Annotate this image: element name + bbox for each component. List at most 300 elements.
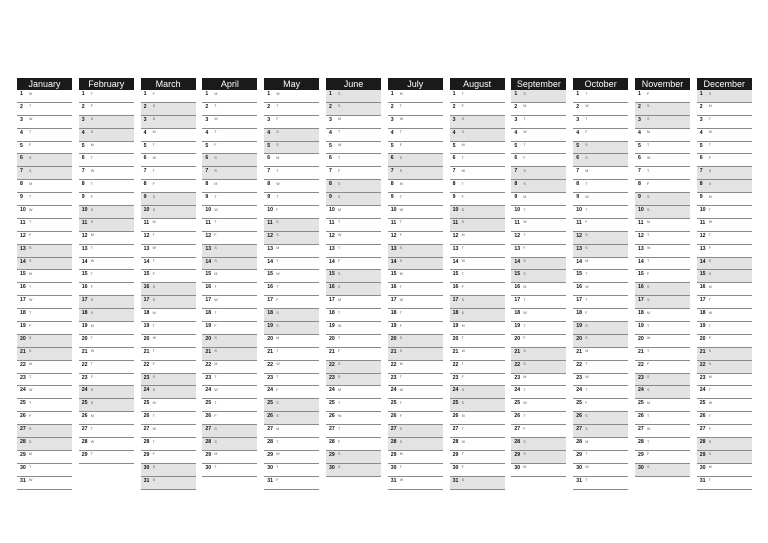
day-number: 22 [143,361,150,368]
weekday-letter: S [152,375,155,380]
weekday-letter: S [523,181,526,186]
weekday-letter: S [585,143,588,148]
day-number: 3 [81,116,85,123]
day-number: 14 [205,258,212,265]
day-cell [450,386,505,399]
day-cell [573,361,628,374]
day-cell [573,270,628,283]
weekday-letter: M [214,91,218,96]
weekday-letter: S [523,439,526,444]
day-cell [697,116,752,129]
weekday-letter: S [585,413,588,418]
day-number: 4 [576,129,580,136]
day-number: 22 [699,361,706,368]
day-cell [697,399,752,412]
day-cell [511,438,566,451]
weekday-letter: F [708,426,711,431]
day-cell [697,296,752,309]
day-number: 31 [576,477,582,484]
weekday-letter: M [523,194,527,199]
day-cell [635,193,690,206]
weekday-letter: T [708,413,711,418]
weekday-letter: S [29,259,32,264]
weekday-letter: T [152,233,155,238]
day-cell [202,129,257,142]
weekday-letter: M [338,117,341,122]
weekday-letter: T [338,155,341,160]
day-cell [511,116,566,129]
day-number: 12 [390,232,397,239]
weekday-letter: W [29,207,33,212]
weekday-letter: S [461,400,464,405]
weekday-letter: S [29,155,32,160]
weekday-letter: S [708,439,712,444]
weekday-letter: T [214,130,217,135]
day-cell [141,451,196,464]
day-cell [17,129,72,142]
day-number: 25 [329,400,335,407]
weekday-letter: T [523,413,526,418]
day-number: 1 [20,91,23,97]
weekday-letter: S [338,194,341,199]
weekday-letter: F [647,181,650,186]
weekday-letter: F [338,439,341,444]
weekday-letter: S [152,117,155,122]
day-cell [264,464,319,477]
weekday-letter: T [399,284,402,289]
weekday-letter: T [276,259,279,264]
weekday-letter: M [708,284,712,289]
day-number: 4 [267,129,271,136]
day-number: 20 [205,335,212,342]
weekday-letter: M [29,91,32,96]
weekday-letter: S [647,387,650,392]
day-cell [697,425,752,438]
day-cell [450,270,505,283]
weekday-letter: M [399,271,403,276]
month-column-september [511,78,566,477]
day-cell [264,193,319,206]
day-cell [17,335,72,348]
day-cell [17,258,72,271]
day-cell [511,322,566,335]
day-cell [573,374,628,387]
weekday-letter: S [647,104,650,109]
day-number: 29 [390,451,397,458]
month-header: April [202,78,257,90]
day-number: 18 [143,310,150,317]
day-number: 6 [576,155,580,162]
day-number: 20 [81,335,88,342]
weekday-letter: M [214,452,218,457]
day-number: 6 [143,155,147,162]
day-cell [79,335,134,348]
day-cell [17,412,72,425]
weekday-letter: S [647,194,650,199]
weekday-letter: T [29,465,32,470]
day-number: 23 [638,374,644,381]
weekday-letter: M [708,104,712,109]
day-cell [264,90,319,103]
day-cell [573,193,628,206]
day-cell [17,399,72,412]
day-number: 22 [514,361,521,368]
weekday-letter: S [461,220,464,225]
day-cell [326,180,381,193]
day-cell [573,438,628,451]
day-number: 17 [81,297,88,304]
weekday-letter: W [647,246,651,251]
day-number: 17 [638,297,644,304]
day-number: 9 [638,194,641,201]
weekday-letter: T [647,143,650,148]
day-number: 29 [267,451,273,458]
month-column-october [573,78,628,490]
day-cell [697,180,752,193]
weekday-letter: S [338,181,341,186]
weekday-letter: S [461,478,464,483]
day-cell [17,270,72,283]
day-cell [697,374,752,387]
day-number: 24 [267,387,273,394]
day-cell [326,283,381,296]
day-number: 30 [514,464,521,471]
day-number: 27 [143,426,150,433]
day-number: 21 [699,348,706,355]
day-number: 27 [514,426,521,433]
day-number: 15 [514,271,521,278]
day-cell [264,451,319,464]
weekday-letter: W [29,297,33,302]
weekday-letter: S [29,168,32,173]
month-header: May [264,78,319,90]
day-cell [264,335,319,348]
month-header: August [450,78,505,90]
day-cell [697,477,752,490]
weekday-letter: S [29,246,32,251]
day-number: 18 [329,310,335,317]
weekday-letter: F [647,452,650,457]
weekday-letter: W [585,104,589,109]
day-cell [635,399,690,412]
day-number: 19 [514,323,521,330]
weekday-letter: T [152,349,155,354]
day-cell [326,193,381,206]
day-number: 27 [699,426,706,433]
day-number: 7 [329,168,332,175]
day-number: 18 [81,310,88,317]
day-cell [511,142,566,155]
weekday-letter: T [214,104,217,109]
day-cell [635,245,690,258]
day-number: 18 [205,310,212,317]
weekday-letter: M [523,284,527,289]
weekday-letter: F [708,246,711,251]
day-cell [573,477,628,490]
day-number: 14 [20,258,26,265]
day-number: 17 [267,297,273,304]
day-cell [141,90,196,103]
day-cell [573,180,628,193]
day-number: 15 [638,271,644,278]
weekday-letter: S [585,336,588,341]
weekday-letter: W [214,117,218,122]
weekday-letter: S [523,168,526,173]
day-cell [141,412,196,425]
day-cell [202,283,257,296]
day-number: 20 [699,335,706,342]
day-cell [79,438,134,451]
day-number: 18 [452,310,459,317]
weekday-letter: F [276,387,279,392]
day-cell [697,142,752,155]
day-number: 7 [638,168,641,175]
day-number: 3 [638,116,641,123]
day-number: 11 [514,219,520,226]
weekday-letter: M [585,439,589,444]
month-column-april [202,78,257,477]
weekday-letter: S [276,323,279,328]
weekday-letter: W [585,194,589,199]
weekday-letter: M [523,375,527,380]
day-cell [388,103,443,116]
day-number: 16 [390,284,397,291]
day-number: 19 [699,323,706,330]
day-number: 25 [20,400,26,407]
day-number: 4 [205,129,209,136]
day-number: 26 [267,413,273,420]
weekday-letter: W [647,155,651,160]
day-cell [326,399,381,412]
weekday-letter: T [585,117,588,122]
day-cell [450,425,505,438]
day-cell [79,412,134,425]
day-cell [79,142,134,155]
day-number: 25 [576,400,582,407]
day-number: 13 [452,245,459,252]
weekday-letter: S [90,297,94,302]
day-number: 5 [452,142,456,149]
day-number: 25 [267,400,273,407]
day-cell [635,116,690,129]
day-number: 16 [452,284,459,291]
day-cell [141,322,196,335]
day-cell [17,167,72,180]
day-cell [511,464,566,477]
day-cell [450,167,505,180]
day-cell [326,219,381,232]
weekday-letter: W [523,130,527,135]
weekday-letter: T [214,465,217,470]
day-cell [17,245,72,258]
day-cell [141,361,196,374]
weekday-letter: M [214,271,218,276]
day-cell [450,258,505,271]
day-number: 9 [20,194,23,201]
day-number: 22 [81,361,88,368]
weekday-letter: M [399,452,403,457]
day-number: 30 [267,464,273,471]
month-column-august [450,78,505,490]
day-number: 9 [699,194,703,201]
day-cell [635,142,690,155]
day-cell [17,296,72,309]
day-number: 6 [329,155,332,162]
day-cell [17,116,72,129]
weekday-letter: T [214,194,217,199]
weekday-letter: S [90,117,94,122]
day-number: 12 [81,232,88,239]
day-number: 20 [514,335,521,342]
month-header: September [511,78,566,90]
day-number: 14 [638,258,644,265]
day-number: 5 [390,142,394,149]
weekday-letter: T [338,426,341,431]
day-number: 21 [267,348,273,355]
weekday-letter: M [214,181,218,186]
month-column-february [79,78,134,464]
day-number: 1 [390,91,394,97]
day-number: 15 [329,271,335,278]
day-cell [697,348,752,361]
day-number: 8 [20,181,23,188]
day-number: 7 [20,168,23,175]
weekday-letter: S [523,349,526,354]
day-number: 29 [514,451,521,458]
weekday-letter: M [338,207,341,212]
weekday-letter: T [276,194,279,199]
day-number: 13 [390,245,397,252]
day-number: 26 [576,413,582,420]
weekday-letter: W [338,413,342,418]
day-number: 16 [20,284,26,291]
day-number: 10 [638,207,644,214]
weekday-letter: F [461,284,464,289]
day-number: 24 [638,387,644,394]
weekday-letter: M [152,310,156,315]
day-cell [635,412,690,425]
weekday-letter: F [523,426,526,431]
day-cell [264,361,319,374]
weekday-letter: F [461,104,464,109]
weekday-letter: T [399,194,402,199]
day-number: 23 [205,374,212,381]
day-cell [511,206,566,219]
day-number: 13 [699,245,706,252]
day-number: 1 [143,91,147,97]
day-number: 29 [143,451,150,458]
weekday-letter: W [29,117,33,122]
day-number: 18 [20,310,26,317]
day-cell [635,283,690,296]
weekday-letter: S [399,168,403,173]
day-cell [388,232,443,245]
weekday-letter: T [647,439,650,444]
day-cell [388,90,443,103]
day-number: 15 [699,271,706,278]
day-number: 29 [20,451,26,458]
day-number: 15 [452,271,459,278]
day-cell [202,245,257,258]
day-number: 16 [699,284,706,291]
weekday-letter: S [338,465,341,470]
weekday-letter: M [523,465,527,470]
weekday-letter: S [461,297,464,302]
day-number: 14 [576,258,582,265]
weekday-letter: W [523,220,527,225]
day-cell [326,167,381,180]
weekday-letter: T [399,400,402,405]
day-cell [511,245,566,258]
day-number: 11 [20,219,26,226]
day-number: 22 [205,361,212,368]
day-number: 7 [81,168,85,175]
weekday-letter: S [29,426,32,431]
day-number: 16 [143,284,150,291]
weekday-letter: T [708,207,711,212]
weekday-letter: S [214,259,217,264]
day-cell [79,180,134,193]
day-number: 15 [390,271,397,278]
day-cell [450,348,505,361]
day-number: 29 [576,451,582,458]
weekday-letter: F [29,143,32,148]
day-cell [388,167,443,180]
day-cell [511,386,566,399]
weekday-letter: W [152,336,156,341]
weekday-letter: M [29,362,32,367]
day-number: 17 [699,297,706,304]
weekday-letter: W [276,271,280,276]
day-cell [697,386,752,399]
day-number: 16 [81,284,88,291]
weekday-letter: T [708,387,711,392]
day-cell [264,477,319,490]
day-cell [79,232,134,245]
day-cell [388,399,443,412]
day-cell [697,412,752,425]
day-number: 15 [267,271,273,278]
day-cell [635,374,690,387]
weekday-letter: S [708,452,712,457]
weekday-letter: F [585,220,588,225]
weekday-letter: W [338,143,342,148]
weekday-letter: M [276,336,280,341]
day-cell [697,270,752,283]
weekday-letter: F [338,349,341,354]
day-cell [79,245,134,258]
day-number: 2 [576,103,580,110]
weekday-letter: T [461,362,464,367]
weekday-letter: S [338,91,341,96]
weekday-letter: M [647,400,650,405]
weekday-letter: F [461,375,464,380]
day-cell [264,245,319,258]
day-number: 23 [452,374,459,381]
day-number: 21 [205,348,212,355]
day-number: 1 [329,91,332,97]
day-number: 21 [81,348,88,355]
weekday-letter: M [276,246,280,251]
day-number: 25 [514,400,521,407]
weekday-letter: T [647,323,650,328]
day-number: 9 [143,194,147,201]
day-cell [573,464,628,477]
day-cell [450,361,505,374]
weekday-letter: S [399,155,403,160]
weekday-letter: M [585,168,589,173]
weekday-letter: T [29,104,32,109]
